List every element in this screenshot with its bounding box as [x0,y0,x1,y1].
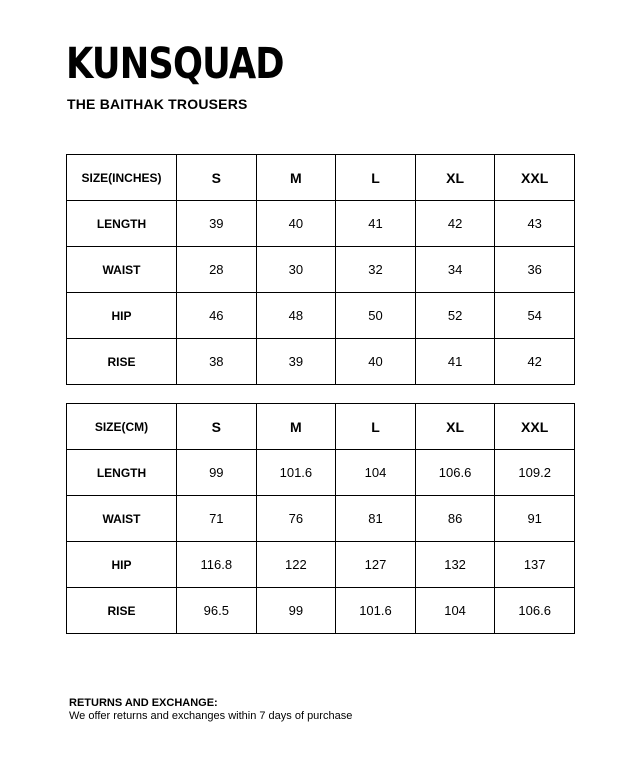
table-cell: 104 [336,450,416,496]
size-header-m: M [256,155,336,201]
table-cell: 48 [256,293,336,339]
table-row [67,588,575,634]
table-cell: 43 [495,201,575,247]
table-cell: 91 [495,496,575,542]
table-cell: 40 [256,201,336,247]
table-cell: 39 [177,201,257,247]
row-label: HIP [67,542,177,588]
table-row [67,450,575,496]
row-label: HIP [67,293,177,339]
row-label: RISE [67,588,177,634]
table-cell: 42 [495,339,575,385]
table-cell: 54 [495,293,575,339]
table-cell: 127 [336,542,416,588]
size-header-l: L [336,155,416,201]
table-cell: 39 [256,339,336,385]
row-label: RISE [67,339,177,385]
header-row [67,155,575,201]
table-cell: 99 [256,588,336,634]
row-label: LENGTH [67,201,177,247]
table-cell: 99 [177,450,257,496]
row-label: LENGTH [67,450,177,496]
table-cell: 36 [495,247,575,293]
table-row [67,293,575,339]
size-header-s: S [177,155,257,201]
row-label: WAIST [67,496,177,542]
table-cell: 42 [415,201,495,247]
size-header-xl: XL [415,155,495,201]
table-row [67,247,575,293]
table-cell: 101.6 [336,588,416,634]
table-cell: 76 [256,496,336,542]
table-cell: 38 [177,339,257,385]
size-header-s: S [177,404,257,450]
table-cell: 41 [415,339,495,385]
table-cell: 28 [177,247,257,293]
table-cell: 46 [177,293,257,339]
table-cell: 106.6 [415,450,495,496]
table-cell: 40 [336,339,416,385]
header-row [67,404,575,450]
table-cell: 132 [415,542,495,588]
size-header-xl: XL [415,404,495,450]
table-cell: 50 [336,293,416,339]
table-row [67,542,575,588]
table-cell: 30 [256,247,336,293]
table-cell: 34 [415,247,495,293]
unit-header: SIZE(CM) [67,404,177,450]
size-chart-inches [66,154,575,385]
table-cell: 52 [415,293,495,339]
table-cell: 86 [415,496,495,542]
returns-text: We offer returns and exchanges within 7 days of purchase [69,710,353,722]
size-header-l: L [336,404,416,450]
table-cell: 137 [495,542,575,588]
table-cell: 106.6 [495,588,575,634]
size-header-xxl: XXL [495,155,575,201]
returns-policy [69,697,352,723]
table-cell: 41 [336,201,416,247]
table-cell: 32 [336,247,416,293]
table-row [67,339,575,385]
table-cell: 81 [336,496,416,542]
table-cell: 116.8 [177,542,257,588]
returns-heading: RETURNS AND EXCHANGE: [69,697,218,709]
product-title: THE BAITHAK TROUSERS [67,96,248,112]
size-chart-cm [66,403,575,634]
row-label: WAIST [67,247,177,293]
table-cell: 122 [256,542,336,588]
size-header-xxl: XXL [495,404,575,450]
table-cell: 71 [177,496,257,542]
unit-header: SIZE(INCHES) [67,155,177,201]
table-cell: 109.2 [495,450,575,496]
table-row [67,496,575,542]
table-cell: 104 [415,588,495,634]
table-cell: 101.6 [256,450,336,496]
brand-logo: KUNSQUAD [66,39,284,89]
size-header-m: M [256,404,336,450]
table-cell: 96.5 [177,588,257,634]
table-row [67,201,575,247]
